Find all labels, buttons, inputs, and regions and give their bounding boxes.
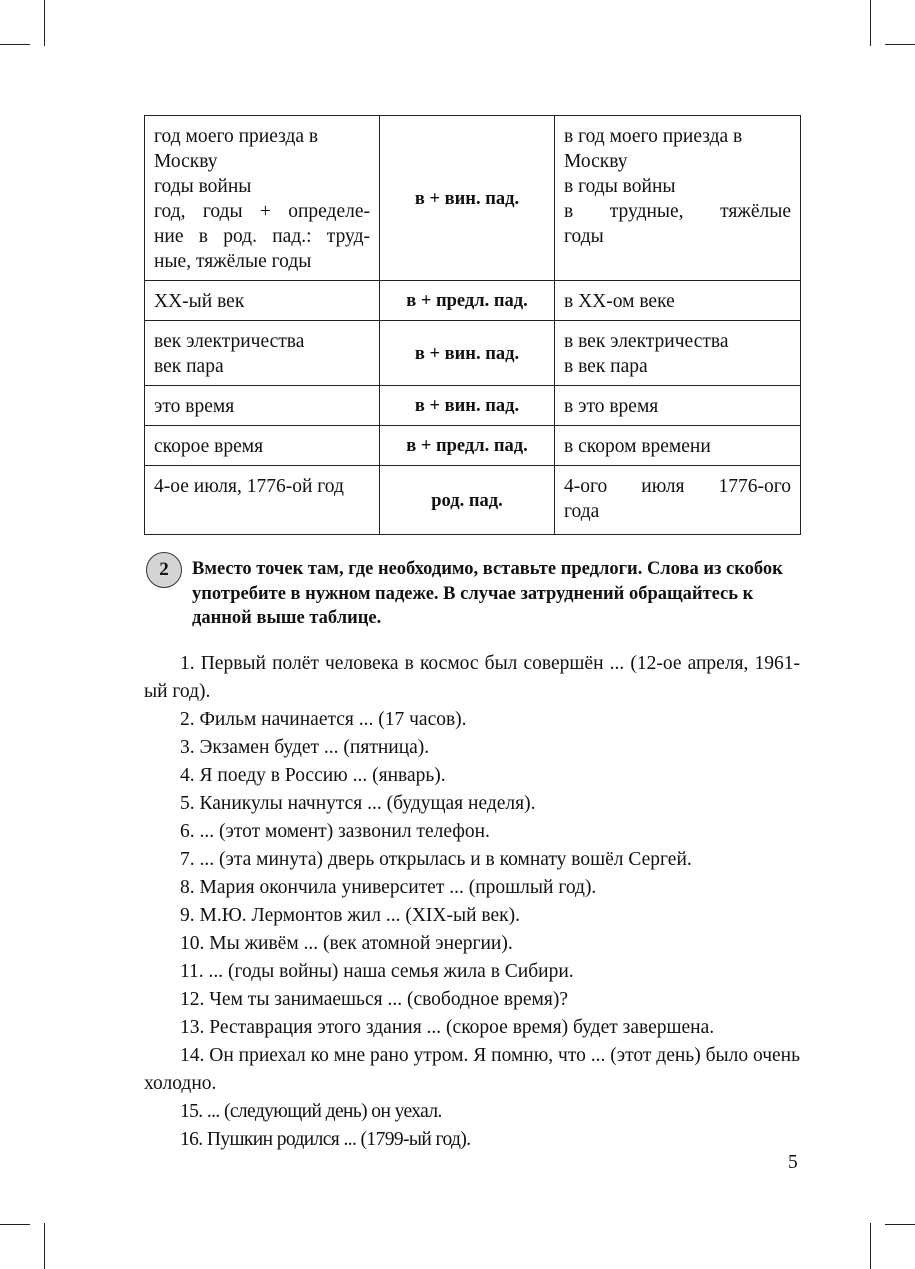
preposition-table	[144, 115, 801, 535]
crop-mark	[885, 44, 915, 45]
expression-cell: 4-ое июля, 1776-ой год	[145, 466, 380, 535]
expression-cell: век электричества век пара	[145, 321, 380, 386]
exercise-item: 16. Пушкин родился ... (1799-ый год).	[180, 1129, 471, 1150]
example-cell: в это время	[555, 386, 801, 426]
rule-cell: в + предл. пад.	[380, 281, 555, 321]
example-cell: 4-ого июля 1776-ого года	[555, 466, 801, 535]
table-row	[145, 386, 801, 426]
task-number-badge: 2	[146, 552, 182, 588]
exercise-item: 3. Экзамен будет ... (пятница).	[180, 737, 430, 758]
exercise-item: 9. М.Ю. Лермонтов жил ... (XIX-ый век).	[180, 905, 520, 926]
exercise-item: 14. Он приехал ко мне рано утром. Я помню, что ... (этот день) было очень холодно.	[144, 1045, 800, 1094]
crop-mark	[44, 0, 45, 46]
exercise-item: 13. Реставрация этого здания ... (скорое время) будет завершена.	[180, 1017, 715, 1038]
rule-cell: род. пад.	[380, 466, 555, 535]
crop-mark	[870, 0, 871, 46]
exercise-item: 11. ... (годы войны) наша семья жила в Сибири.	[180, 961, 574, 982]
table-row	[145, 426, 801, 466]
task-instruction: Вместо точек там, где необходимо, вставьте предлоги. Слова из скобок употребите в нужном падеже. В случае затруднений обращайтесь к данной выше таблице.	[192, 559, 783, 628]
example-cell: в скором времени	[555, 426, 801, 466]
exercise-item: 7. ... (эта минута) дверь открылась и в комнату вошёл Сергей.	[180, 849, 692, 870]
exercise-item: 1. Первый полёт человека в космос был совершён ... (12-ое апреля, 1961-ый год).	[144, 653, 800, 702]
exercise-item: 4. Я поеду в Россию ... (январь).	[180, 765, 446, 786]
expression-cell: год моего приезда в Москву годы войны год, годы + определе- ние в род. пад.: труд- ные, тяжёлые годы	[145, 116, 380, 281]
crop-mark	[870, 1223, 871, 1269]
exercise-item: 10. Мы живём ... (век атомной энергии).	[180, 933, 513, 954]
expression-cell: это время	[145, 386, 380, 426]
exercise-list	[144, 650, 800, 1154]
rule-cell: в + вин. пад.	[380, 386, 555, 426]
rule-cell: в + вин. пад.	[380, 116, 555, 281]
table-row	[145, 466, 801, 535]
exercise-item: 5. Каникулы начнутся ... (будущая неделя).	[180, 793, 536, 814]
crop-mark	[44, 1223, 45, 1269]
page-number: 5	[788, 1152, 798, 1173]
exercise-item: 12. Чем ты занимаешься ... (свободное время)?	[180, 989, 568, 1010]
exercise-item: 2. Фильм начинается ... (17 часов).	[180, 709, 467, 730]
exercise-item: 15. ... (следующий день) он уехал.	[180, 1101, 442, 1122]
exercise-item: 8. Мария окончила университет ... (прошлый год).	[180, 877, 597, 898]
rule-cell: в + вин. пад.	[380, 321, 555, 386]
example-cell: в год моего приезда в Москву в годы войны в трудные, тяжёлые годы	[555, 116, 801, 281]
table-row	[145, 281, 801, 321]
table-row	[145, 321, 801, 386]
rule-cell: в + предл. пад.	[380, 426, 555, 466]
expression-cell: XX-ый век	[145, 281, 380, 321]
example-cell: в век электричества в век пара	[555, 321, 801, 386]
example-cell: в XX-ом веке	[555, 281, 801, 321]
expression-cell: скорое время	[145, 426, 380, 466]
crop-mark	[0, 1224, 30, 1225]
exercise-item: 6. ... (этот момент) зазвонил телефон.	[180, 821, 490, 842]
crop-mark	[885, 1224, 915, 1225]
crop-mark	[0, 44, 30, 45]
table-row	[145, 116, 801, 281]
